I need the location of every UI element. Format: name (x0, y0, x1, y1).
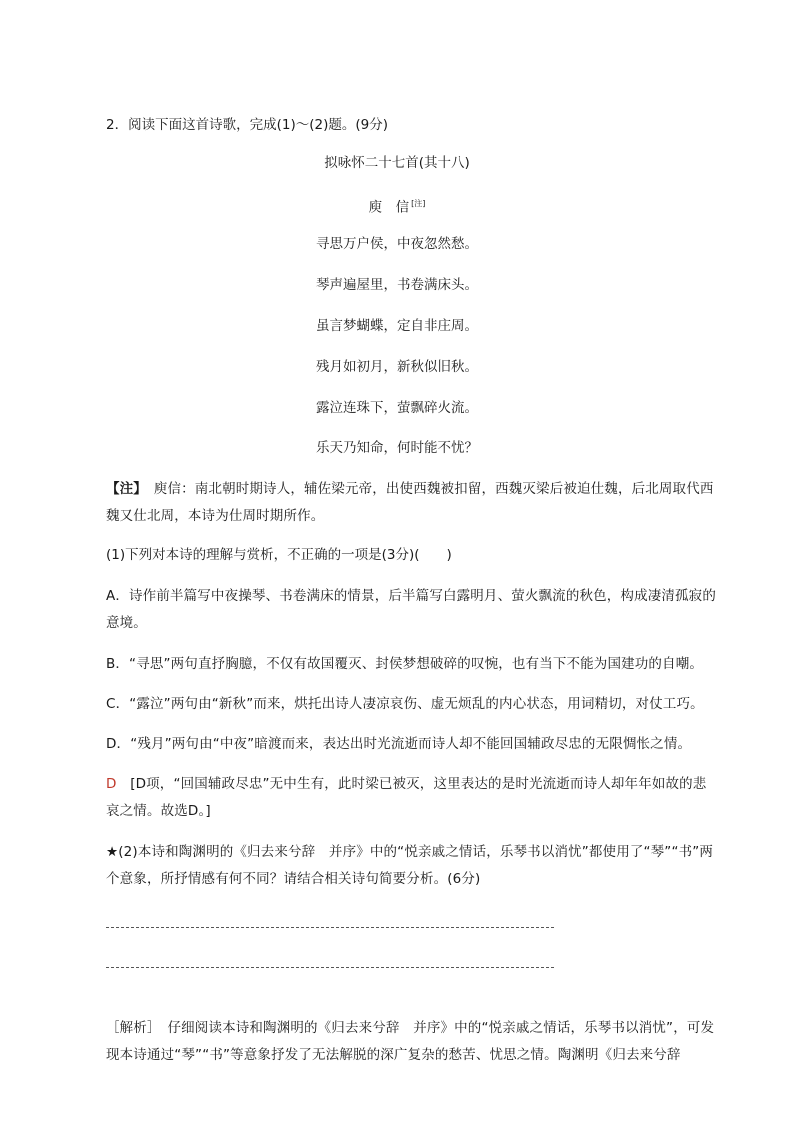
option-d: D．“残月”两句由“中夜”暗渡而来，表达出时光流逝而诗人却不能回国辅政尽忠的无限惆怅之情。 (106, 736, 692, 752)
sub-question-2: ★(2)本诗和陶渊明的《归去来兮辞 并序》中的“悦亲戚之情话，乐琴书以消忧”都使用了“琴”“书”两个意象，所抒情感有何不同？请结合相关诗句简要分析。(6分) (106, 844, 714, 887)
poem-line: 琴声遍屋里，书卷满床头。 (316, 277, 478, 293)
author-note-mark: [注] (411, 199, 426, 208)
author-name: 庾 信 (368, 199, 410, 216)
analysis-label: ［解析］ (106, 1020, 154, 1036)
option-a: A．诗作前半篇写中夜操琴、书卷满床的情景，后半篇写白露明月、萤火飘流的秋色，构成凄清孤寂的意境。 (106, 588, 716, 631)
poem-line: 残月如初月，新秋似旧秋。 (316, 359, 478, 375)
answer-explanation (106, 771, 718, 825)
poem-line: 虽言梦蝴蝶，定自非庄周。 (316, 318, 478, 334)
answer-line (106, 927, 554, 928)
analysis (106, 1015, 718, 1069)
note-label: 【注】 (106, 481, 141, 497)
question-intro: 2．阅读下面这首诗歌，完成(1)～(2)题。(9分) (106, 117, 388, 133)
poem-title: 拟咏怀二十七首(其十八) (324, 155, 470, 171)
note-text: 庾信：南北朝时期诗人，辅佐梁元帝，出使西魏被扣留，西魏灭梁后被迫仕魏，后北周取代西魏又仕北周，本诗为仕周时期所作。 (106, 481, 714, 524)
sub-question-1: (1)下列对本诗的理解与赏析，不正确的一项是(3分)( ) (106, 547, 452, 563)
poem-note (106, 476, 718, 530)
answer-line (106, 967, 554, 968)
option-c: C．“露泣”两句由“新秋”而来，烘托出诗人凄凉哀伤、虚无烦乱的内心状态，用词精切，对仗工巧。 (106, 696, 704, 712)
option-b: B．“寻思”两句直抒胸臆，不仅有故国覆灭、封侯梦想破碎的叹惋，也有当下不能为国建功的自嘲。 (106, 656, 703, 672)
explanation-text: [D项，“回国辅政尽忠”无中生有，此时梁已被灭，这里表达的是时光流逝而诗人却年年如故的悲哀之情。故选D。] (106, 776, 707, 819)
poem-line: 露泣连珠下，萤飘碎火流。 (316, 400, 478, 416)
poem-line: 寻思万户侯，中夜忽然愁。 (316, 236, 478, 252)
poem-line: 乐天乃知命，何时能不忧？ (316, 440, 478, 456)
analysis-text: 仔细阅读本诗和陶渊明的《归去来兮辞 并序》中的“悦亲戚之情话，乐琴书以消忧”，可发现本诗通过“琴”“书”等意象抒发了无法解脱的深广复杂的愁苦、忧思之情。陶渊明《归去来兮辞 (106, 1020, 715, 1063)
poem-author (0, 194, 794, 218)
answer-letter: D (106, 776, 117, 792)
